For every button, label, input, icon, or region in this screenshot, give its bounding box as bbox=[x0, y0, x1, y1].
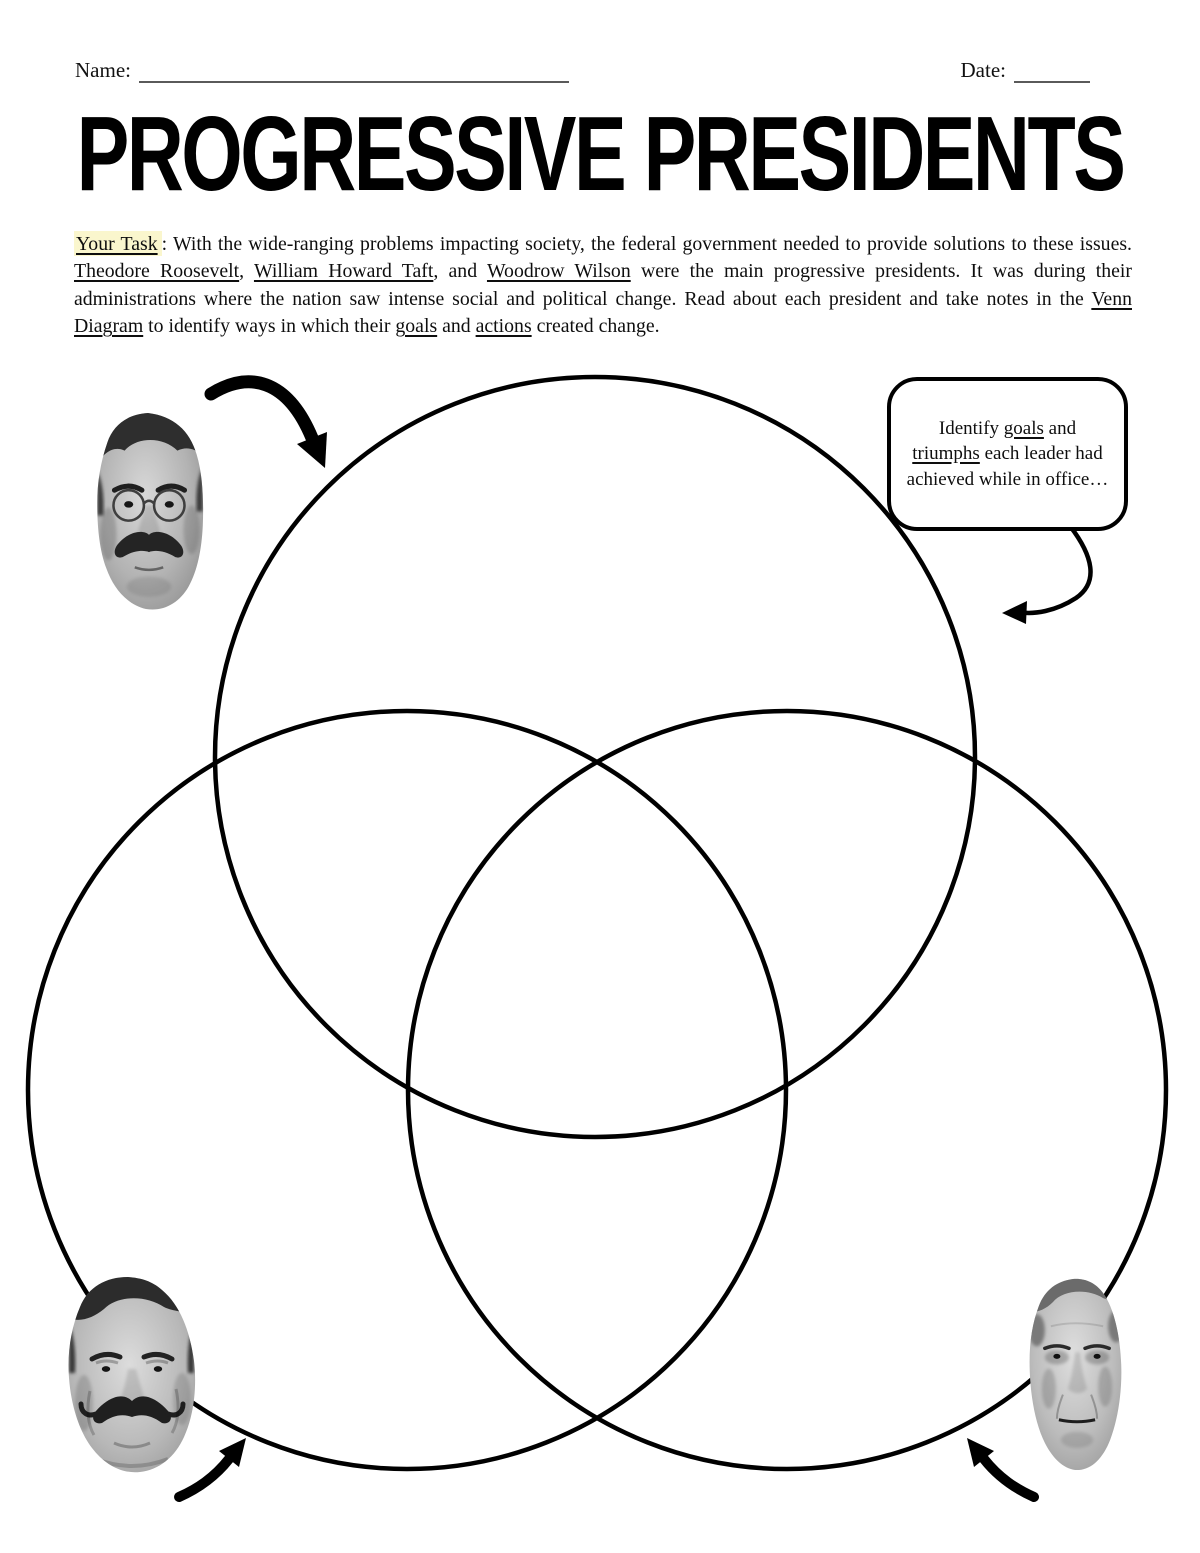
text-segment: were the main progressive presidents. It was during their administrations where the nation saw intense social and political change. Read about each president and take notes in the bbox=[74, 260, 1132, 310]
text-segment: Woodrow Wilson bbox=[486, 260, 631, 283]
text-segment: Your Task bbox=[74, 231, 162, 256]
text-segment: Theodore Roosevelt bbox=[74, 260, 240, 283]
text-segment: triumphs bbox=[912, 443, 980, 465]
text-segment: and bbox=[1043, 417, 1077, 439]
text-segment: , bbox=[239, 260, 254, 283]
text-segment: goals bbox=[1003, 417, 1044, 439]
text-segment: each leader had achieved while in office… bbox=[906, 443, 1109, 490]
task-paragraph bbox=[74, 231, 1132, 341]
text-segment: Venn Diagram bbox=[74, 287, 1132, 338]
text-segment: actions bbox=[475, 315, 532, 338]
wilson-portrait-icon bbox=[1009, 1276, 1145, 1475]
text-segment: : With the wide-ranging problems impacting society, the federal government needed to provide solutions to these issues. bbox=[161, 233, 1132, 255]
text-segment: goals bbox=[395, 315, 438, 338]
taft-portrait-icon bbox=[56, 1272, 206, 1479]
date-label: Date: bbox=[960, 58, 1006, 82]
date-input-line[interactable] bbox=[1014, 59, 1090, 83]
text-segment: to identify ways in which their bbox=[143, 315, 396, 338]
callout-text bbox=[903, 416, 1112, 493]
venn-circle-top[interactable] bbox=[215, 377, 975, 1137]
roosevelt-arrow bbox=[211, 382, 327, 468]
callout-bubble bbox=[887, 377, 1128, 531]
date-field-group bbox=[961, 58, 1090, 83]
name-label: Name: bbox=[75, 58, 131, 82]
bubble-tail-arrow bbox=[1002, 526, 1091, 624]
text-segment: created change. bbox=[531, 315, 660, 338]
text-segment: William Howard Taft bbox=[253, 260, 434, 283]
roosevelt-portrait-icon bbox=[84, 410, 216, 613]
text-segment: , and bbox=[433, 260, 487, 283]
header-row bbox=[75, 58, 1090, 83]
name-input-line[interactable] bbox=[139, 59, 569, 83]
page-title: PROGRESSIVE PRESIDENTS bbox=[76, 93, 1124, 213]
bubble-arrowhead-icon bbox=[1002, 601, 1027, 624]
text-segment: and bbox=[437, 315, 476, 338]
text-segment: Identify bbox=[938, 417, 1004, 439]
name-field-group bbox=[75, 58, 569, 83]
